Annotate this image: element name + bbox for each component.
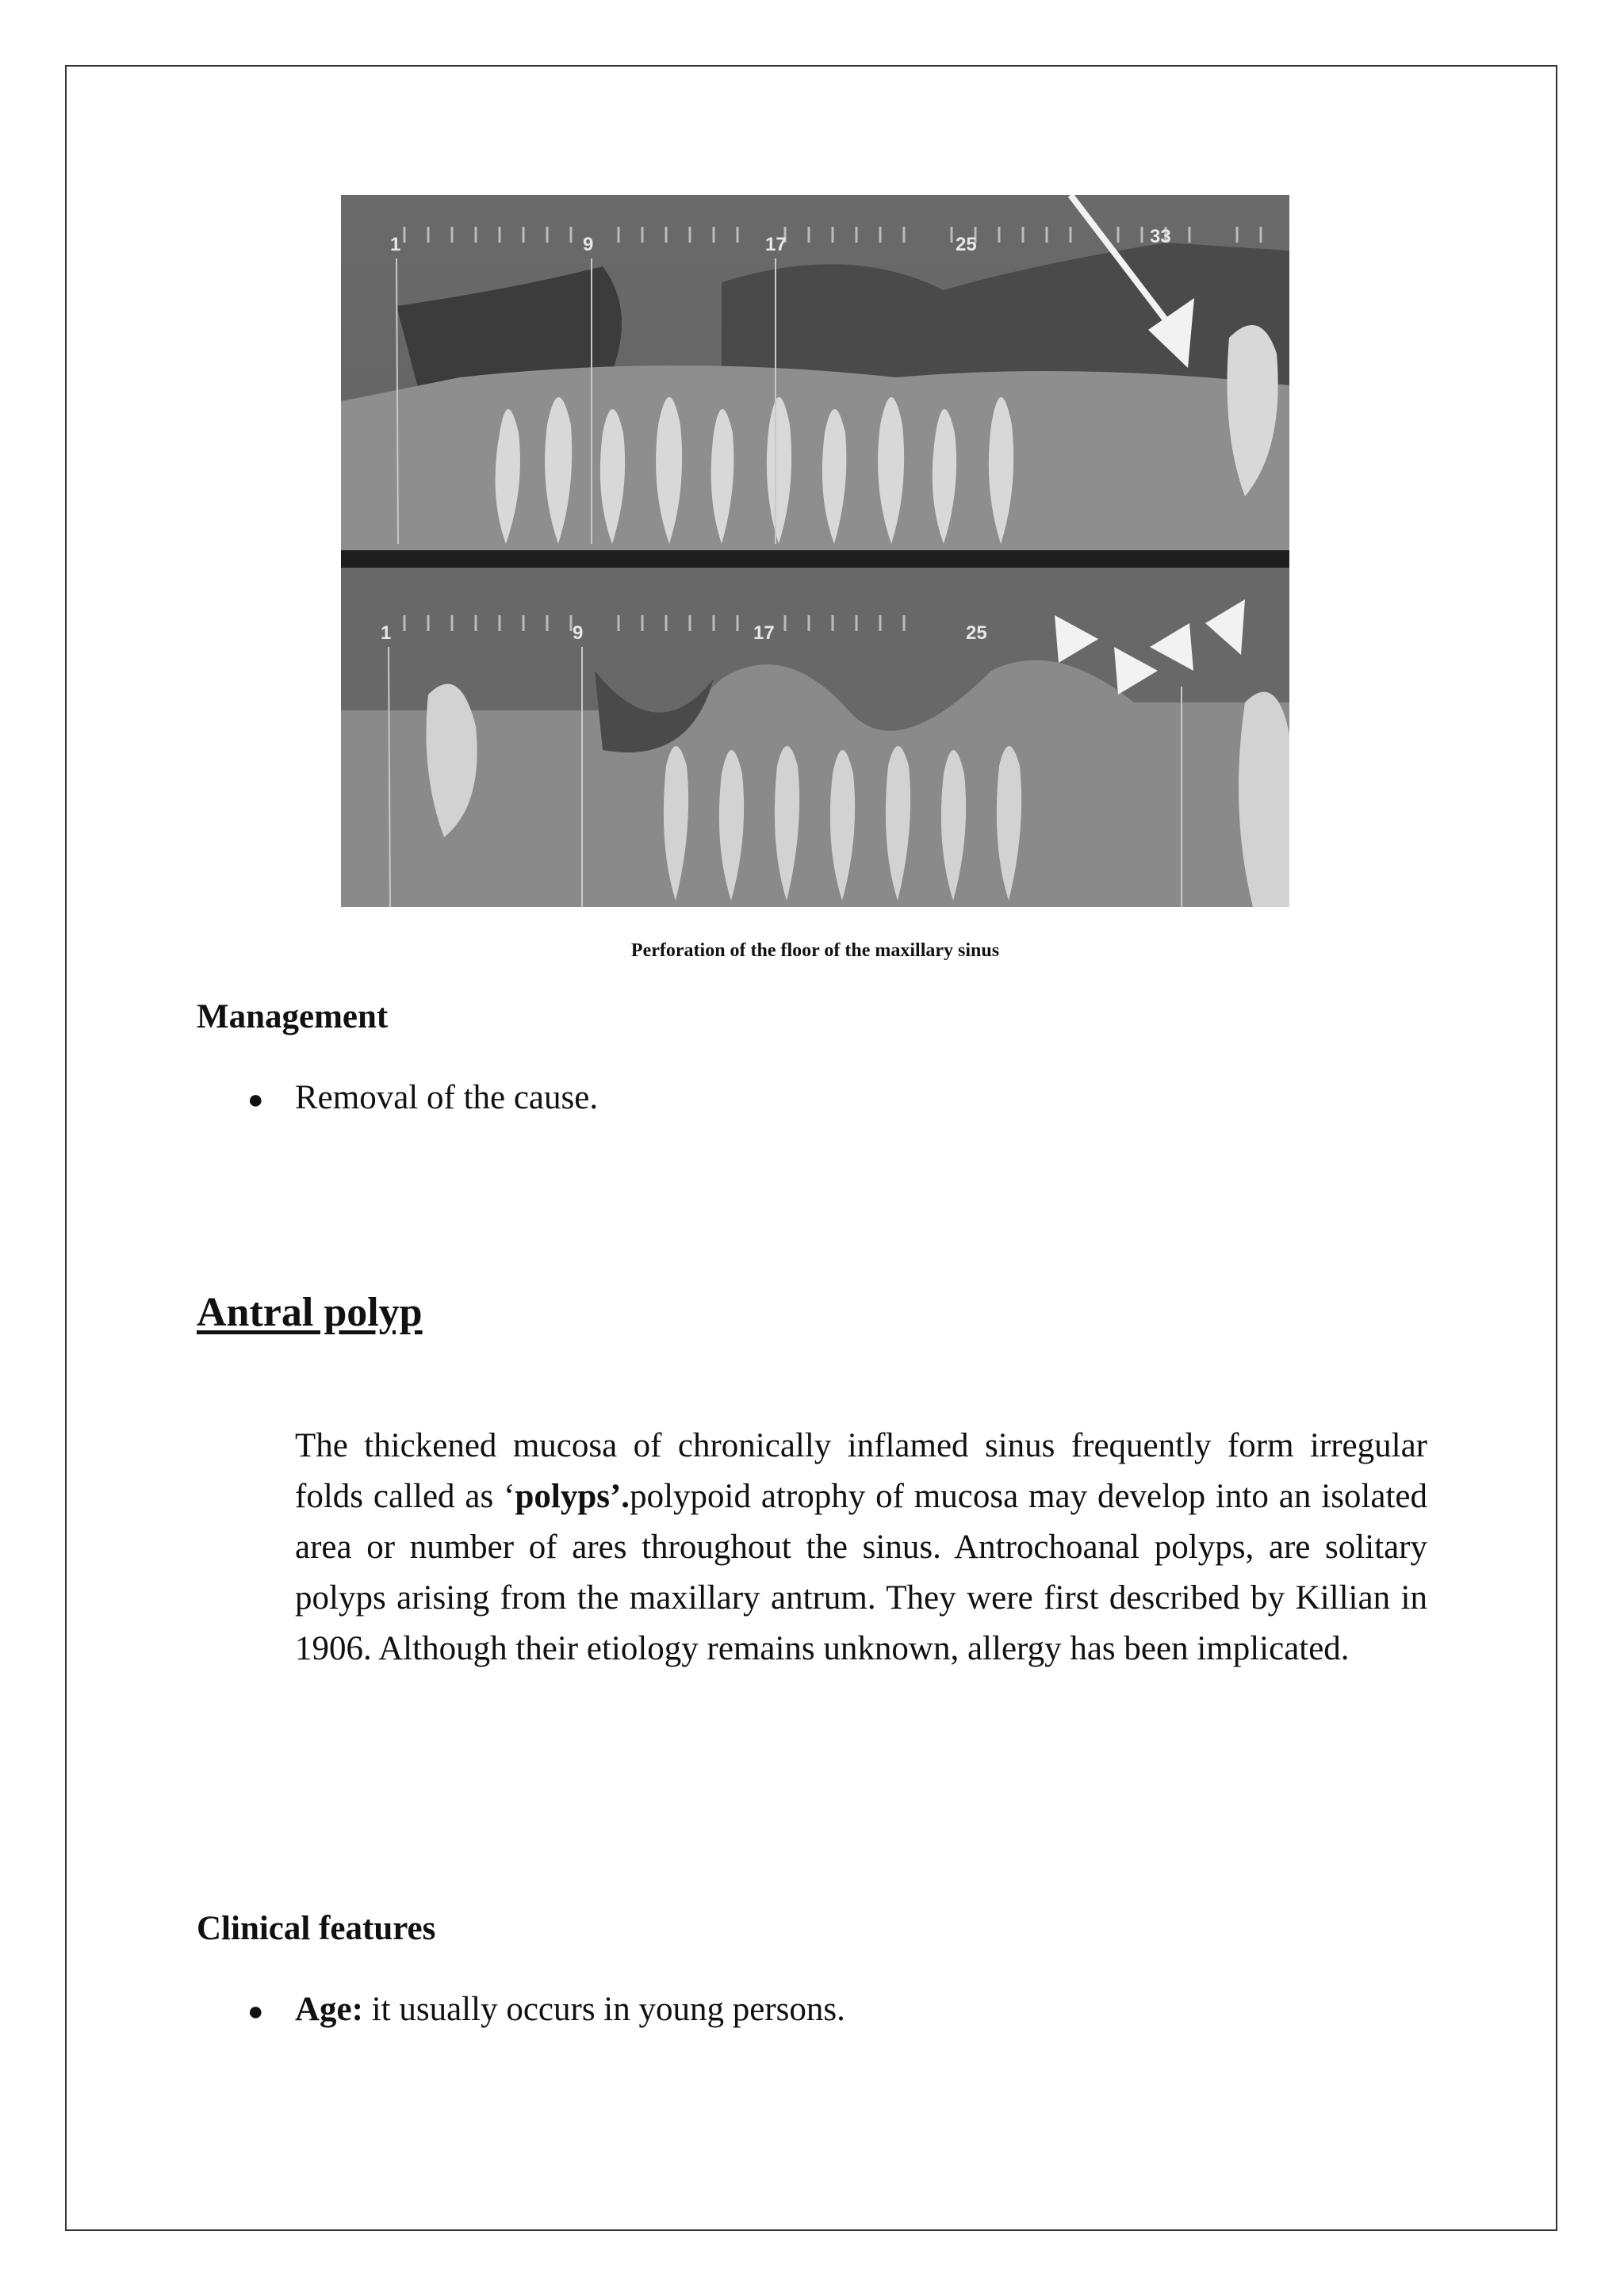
antral-polyp-heading: Antral polyp — [197, 1290, 423, 1335]
age-text: it usually occurs in young persons. — [362, 1991, 845, 2028]
bottom-scan-panel — [341, 568, 1289, 907]
paragraph-text-1: The thickened mucosa of chronically inflamed sinus frequently form irregular folds called as ‘ — [295, 1427, 1427, 1515]
antral-polyp-paragraph — [295, 1421, 1427, 1674]
top-scale-label-33: 33 — [1150, 226, 1171, 247]
top-scale-label-17: 17 — [765, 234, 787, 255]
management-heading: Management — [197, 998, 389, 1035]
top-scale-label-9: 9 — [583, 234, 594, 255]
management-bullet-text: Removal of the cause. — [295, 1079, 599, 1116]
ct-scan-image — [341, 195, 1289, 907]
bottom-scale-label-25: 25 — [966, 622, 987, 644]
bottom-scale-label-17: 17 — [753, 622, 775, 644]
age-label: Age: — [295, 1991, 363, 2028]
top-scale-label-1: 1 — [390, 234, 401, 255]
clinical-features-bullet — [247, 1990, 845, 2029]
ct-scan-figure — [341, 195, 1289, 907]
clinical-features-bullet-text — [295, 1990, 845, 2029]
bullet-icon: ● — [247, 1997, 264, 2026]
paragraph-text-2: polypoid atrophy of mucosa may develop into an isolated area or number of ares throughout the sinus. Antrochoanal polyps, are solitary polyps arising from the maxillary antrum. They were first described by Killian in 1906. Although their etiology remains unknown, allergy has been implicated. — [295, 1478, 1427, 1667]
bottom-scale-label-1: 1 — [381, 622, 392, 644]
bullet-icon: ● — [247, 1085, 264, 1115]
clinical-features-heading: Clinical features — [197, 1910, 436, 1947]
paragraph-bold-term: polyps’. — [515, 1478, 630, 1515]
management-bullet — [247, 1078, 598, 1117]
figure-caption: Perforation of the floor of the maxillary sinus — [630, 940, 1000, 961]
bottom-scale-label-9: 9 — [573, 622, 584, 644]
top-scale-label-25: 25 — [956, 234, 977, 255]
